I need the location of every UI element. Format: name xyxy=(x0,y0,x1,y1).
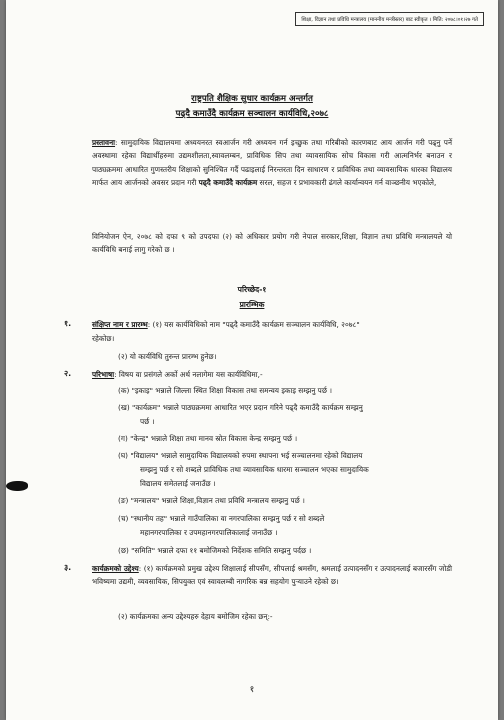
chapter-number: परिच्छेद-१ xyxy=(237,285,267,294)
approval-note: शिक्षा, विज्ञान तथा प्रविधि मन्त्रालय (माननीय मन्त्रीस्तर) बाट स्वीकृत । मिति: २०७८।०१।२७ गते xyxy=(295,12,484,26)
section-1-label: संक्षिप्त नाम र प्रारम्भ xyxy=(92,320,148,329)
section-3-text: : (१) कार्यक्रमको प्रमुख उद्देश्य शिक्षालाई सीपसँग, सीपलाई श्रमसँग, श्रमलाई उत्पादनसँग र उत्पादनलाई बजारसँग जोडी भविष्यमा उद्यमी, व्यवसायिक, सिपयुक्त एवं स्वावलम्बी नागरिक बन्न सहयोग पुऱ्याउने रहेको छ। xyxy=(92,564,452,587)
definition-cha-cont: महानगरपालिका र उपमहानगरपालिकालाई जनाउँछ । xyxy=(140,528,278,537)
title-line-2: पढ्दै कमाउँदै कार्यक्रम सञ्चालन कार्यविधि,२०७८ xyxy=(175,109,329,119)
preamble-text-2: सरल, सहज र प्रभावकारी ढंगले कार्यान्वयन गर्न वाञ्छनीय भएकोले, xyxy=(257,178,437,188)
section-2-line xyxy=(92,368,263,381)
definition-kha: (ख) "कार्यक्रम" भन्नाले पाठ्यक्रममा आधारित भएर प्रदान गरिने पढ्दै कमाउँदै कार्यक्रम सम्झनु xyxy=(118,403,363,412)
section-1-sub-2: (२) यो कार्यविधि तुरुन्त प्रारम्भ हुनेछ। xyxy=(118,352,217,361)
preamble-text-1: : सामुदायिक विद्यालयमा अध्ययनरत स्वआर्जन गरी अध्ययन गर्न इच्छुक तथा गरिबीको कारणबाट आय आर्जन गरी पढ्नु पर्ने अवस्थामा रहेका विद्यार्थीहरुमा उद्यमशीलता,स्वावलम्बन, प्राविधिक सिप तथा व्यावसायिक सोच विकास गरी आत्मनिर्भर बनाउन र पाठ्यक्रममा आधारित गुणस्तरीय शिक्षाको सुनिश्चित गर्दै पढाइलाई निरन्तरता दिन साधारण र प्राविधिक तथा व्यावसायिक धारका विद्यालय मार्फत आय आर्जनको अवसर प्रदान गरी xyxy=(92,138,452,188)
definition-nga: (ङ) "मन्त्रालय" भन्नाले शिक्षा,विज्ञान तथा प्रविधि मन्त्रालय सम्झनु पर्छ । xyxy=(118,496,305,505)
document-page xyxy=(6,0,498,720)
section-2-label: परिभाषा xyxy=(92,370,115,379)
scan-ink-mark xyxy=(6,481,28,491)
document-titles xyxy=(6,92,498,122)
definition-gha: (घ) "विद्यालय" भन्नाले सामुदायिक विद्यालयको रुपमा स्थापना भई सञ्चालनमा रहेको विद्यालय xyxy=(118,451,363,460)
section-1-number: १. xyxy=(64,319,72,328)
section-1-line xyxy=(92,318,360,331)
definition-ka: (क) "इकाइ" भन्नाले जिल्ला स्थित शिक्षा विकास तथा समन्वय इकाइ सम्झनु पर्छ । xyxy=(118,386,333,395)
preamble-paragraph xyxy=(92,136,452,190)
section-3-label: कार्यक्रमको उद्देश्य xyxy=(92,564,139,573)
page-number: १ xyxy=(249,685,255,695)
chapter-name xyxy=(6,298,498,312)
title-line-1: राष्ट्रपति शैक्षिक सुधार कार्यक्रम अन्तर्गत xyxy=(191,94,313,104)
section-1-text: : (१) यस कार्यविधिको नाम "पढ्दै कमाउँदै कार्यक्रम सञ्चालन कार्यविधि, २०७८" xyxy=(147,320,360,329)
section-1-continuation: रहेकोछ। xyxy=(92,334,115,343)
definition-gha-cont-1: सम्झनु पर्छ र सो शब्दले प्राविधिक तथा व्यावसायिक धारमा सञ्चालन भएका सामुदायिक xyxy=(140,465,369,474)
preamble-label: प्रस्तावना xyxy=(92,138,116,147)
section-3-sub-2: (२) कार्यक्रमका अन्य उद्देश्यहरु देहाय बमोजिम रहेका छन्:- xyxy=(118,612,273,621)
preamble-bold-text: पढ्दै कमाउँदै कार्यक्रम xyxy=(198,178,258,188)
section-2-text: : विषय वा प्रसंगले अर्को अर्थ नलागेमा यस कार्यविधिमा,- xyxy=(114,370,263,379)
definition-ga: (ग) "केन्द्र" भन्नाले शिक्षा तथा मानव स्रोत विकास केन्द्र सम्झनु पर्छ । xyxy=(118,434,298,443)
section-3-paragraph xyxy=(92,562,452,589)
definition-kha-cont: पर्छ । xyxy=(140,417,155,426)
section-2-number: २. xyxy=(64,369,72,378)
definition-gha-cont-2: विद्यालय समेतलाई जनाउँछ । xyxy=(140,479,216,488)
section-3-number: ३. xyxy=(64,563,72,572)
investment-paragraph: विनियोजन ऐन, २०७८ को दफा ९ को उपदफा (२) को अधिकार प्रयोग गरी नेपाल सरकार,शिक्षा, विज्ञान तथा प्रविधि मन्त्रालयले यो कार्यविधि बनाई लागु गरेको छ । xyxy=(92,232,452,255)
definition-cha: (च) "स्थानीय तह" भन्नाले गाउँपालिका वा नगरपालिका सम्झनु पर्छ र सो शब्दले xyxy=(118,514,325,523)
chapter-name-text: प्रारम्भिक xyxy=(239,300,265,309)
definition-chha: (छ) "समिति" भन्नाले दफा ११ बमोजिमको निर्देशक समिति सम्झनु पर्दछ । xyxy=(118,546,312,555)
